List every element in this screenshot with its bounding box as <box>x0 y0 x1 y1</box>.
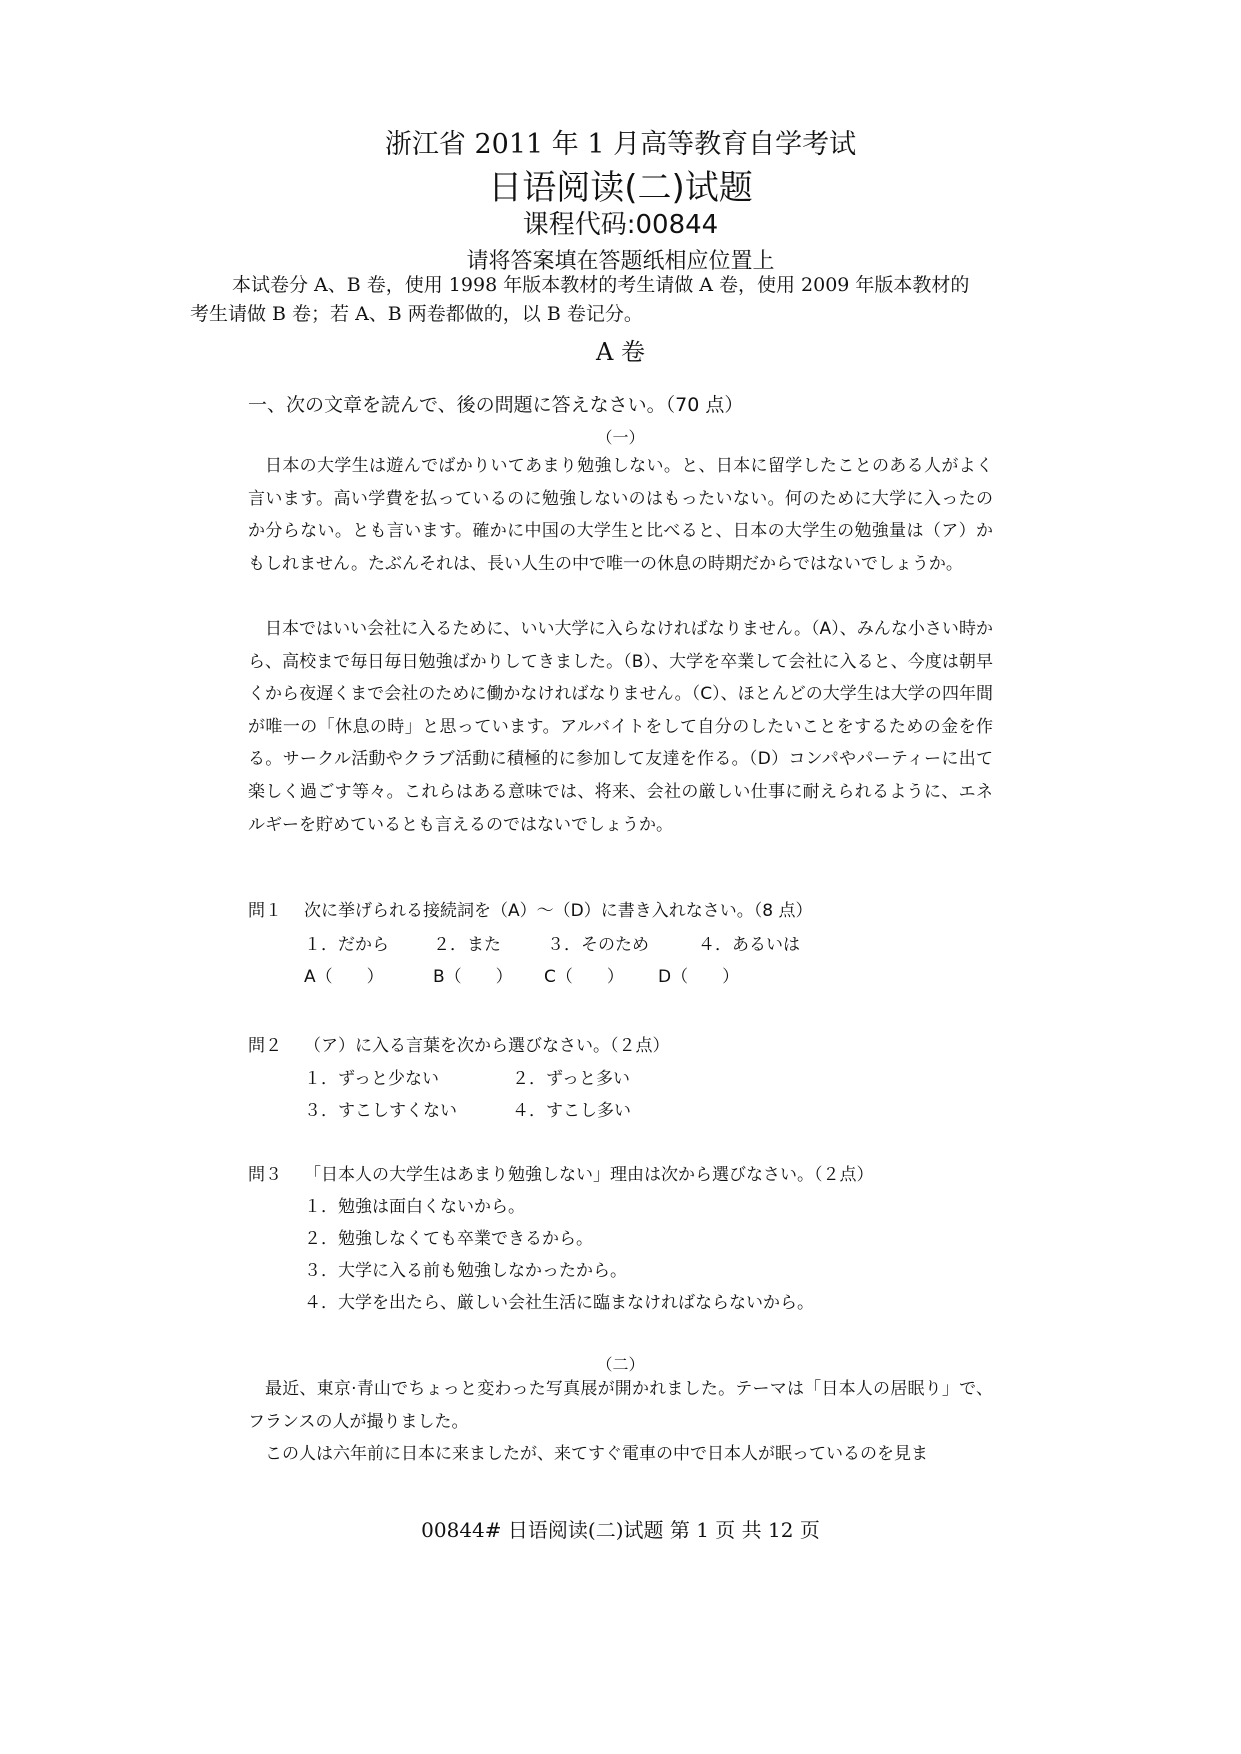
q2-option-4: ４．すこし多い <box>512 1101 631 1121</box>
section-title: 一、次の文章を読んで、後の問題に答えなさい。（70 点） <box>248 394 744 416</box>
q1-blank-d: D（ ） <box>658 967 740 987</box>
question-2-text: （ア）に入る言葉を次から選びなさい。（２点） <box>304 1036 670 1056</box>
question-1-text: 次に挙げられる接続詞を（A）～（D）に書き入れなさい。（8 点） <box>304 901 813 921</box>
q3-option-1: １．勉強は面白くないから。 <box>304 1197 525 1217</box>
q1-option-4: ４．あるいは <box>698 935 800 955</box>
q2-option-3: ３．すこしすくない <box>304 1101 457 1121</box>
paper-note-line-2: 考生请做 B 卷；若 A、B 两卷都做的，以 B 卷记分。 <box>190 303 643 325</box>
q1-blank-b: B（ ） <box>433 967 513 987</box>
question-2 <box>248 1031 670 1056</box>
q3-option-3: ３．大学に入る前も勉強しなかったから。 <box>304 1261 627 1281</box>
q1-blank-c: C（ ） <box>544 967 624 987</box>
q1-option-2: ２．また <box>433 935 501 955</box>
q3-option-4: ４．大学を出たら、厳しい会社生活に臨まなければならないから。 <box>304 1293 814 1313</box>
q1-option-3: ３．そのため <box>547 935 649 955</box>
paper-note-line-1: 本试卷分 A、B 卷，使用 1998 年版本教材的考生请做 A 卷，使用 2009 年版本教材的 <box>232 274 970 296</box>
subject-title: 日语阅读(二)试题 <box>488 168 753 208</box>
exam-title: 浙江省 2011 年 1 月高等教育自学考试 <box>384 129 857 160</box>
question-3-text: 「日本人の大学生はあまり勉強しない」理由は次から選びなさい。（２点） <box>304 1165 874 1185</box>
q1-blank-a: A（ ） <box>304 967 384 987</box>
q1-option-1: １．だから <box>304 935 389 955</box>
q3-option-2: ２．勉強しなくても卒業できるから。 <box>304 1229 593 1249</box>
volume-label: A 卷 <box>596 338 645 366</box>
q2-option-2: ２．ずっと多い <box>512 1069 630 1089</box>
part-number-2: （二） <box>596 1355 645 1374</box>
reading-paragraph-3: 最近、東京·青山でちょっと変わった写真展が開かれました。テーマは「日本人の居眠り」で、フランスの人が撮りました。 <box>248 1379 993 1432</box>
question-1-label: 問１ <box>248 901 282 921</box>
course-code: 课程代码:00844 <box>522 210 719 240</box>
question-1 <box>248 896 812 921</box>
q2-option-1: １．ずっと少ない <box>304 1069 439 1089</box>
reading-paragraph-4: この人は六年前に日本に来ましたが、来てすぐ電車の中で日本人が眠っているのを見ま <box>265 1444 928 1464</box>
page-footer: 00844# 日语阅读(二)试题 第 1 页 共 12 页 <box>421 1518 820 1542</box>
part-number-1: （一） <box>596 428 645 447</box>
question-2-label: 問２ <box>248 1036 282 1056</box>
question-3-label: 問３ <box>248 1165 282 1185</box>
answer-instruction: 请将答案填在答题纸相应位置上 <box>466 249 775 274</box>
question-3 <box>248 1160 874 1185</box>
reading-paragraph-1: 日本の大学生は遊んでばかりいてあまり勉強しない。と、日本に留学したことのある人がよく言います。高い学費を払っているのに勉強しないのはもったいない。何のために大学に入ったのか分らない。とも言います。確かに中国の大学生と比べると、日本の大学生の勉強量は（ア）かもしれません。たぶんそれは、長い人生の中で唯一の休息の時期だからではないでしょうか。 <box>248 456 993 574</box>
reading-paragraph-2: 日本ではいい会社に入るために、いい大学に入らなければなりません。（A）、みんな小さい時から、高校まで毎日毎日勉強ばかりしてきました。（B）、大学を卒業して会社に入ると、今度は朝早くから夜遅くまで会社のために働かなければなりません。（C）、ほとんどの大学生は大学の四年間が唯一の「休息の時」と思っています。アルバイトをして自分のしたいことをするための金を作る。サークル活動やクラブ活動に積極的に参加して友達を作る。（D）コンパやパーティーに出て楽しく過ごす等々。これらはある意味では、将来、会社の厳しい仕事に耐えられるように、エネルギーを貯めているとも言えるのではないでしょうか。 <box>248 619 993 835</box>
